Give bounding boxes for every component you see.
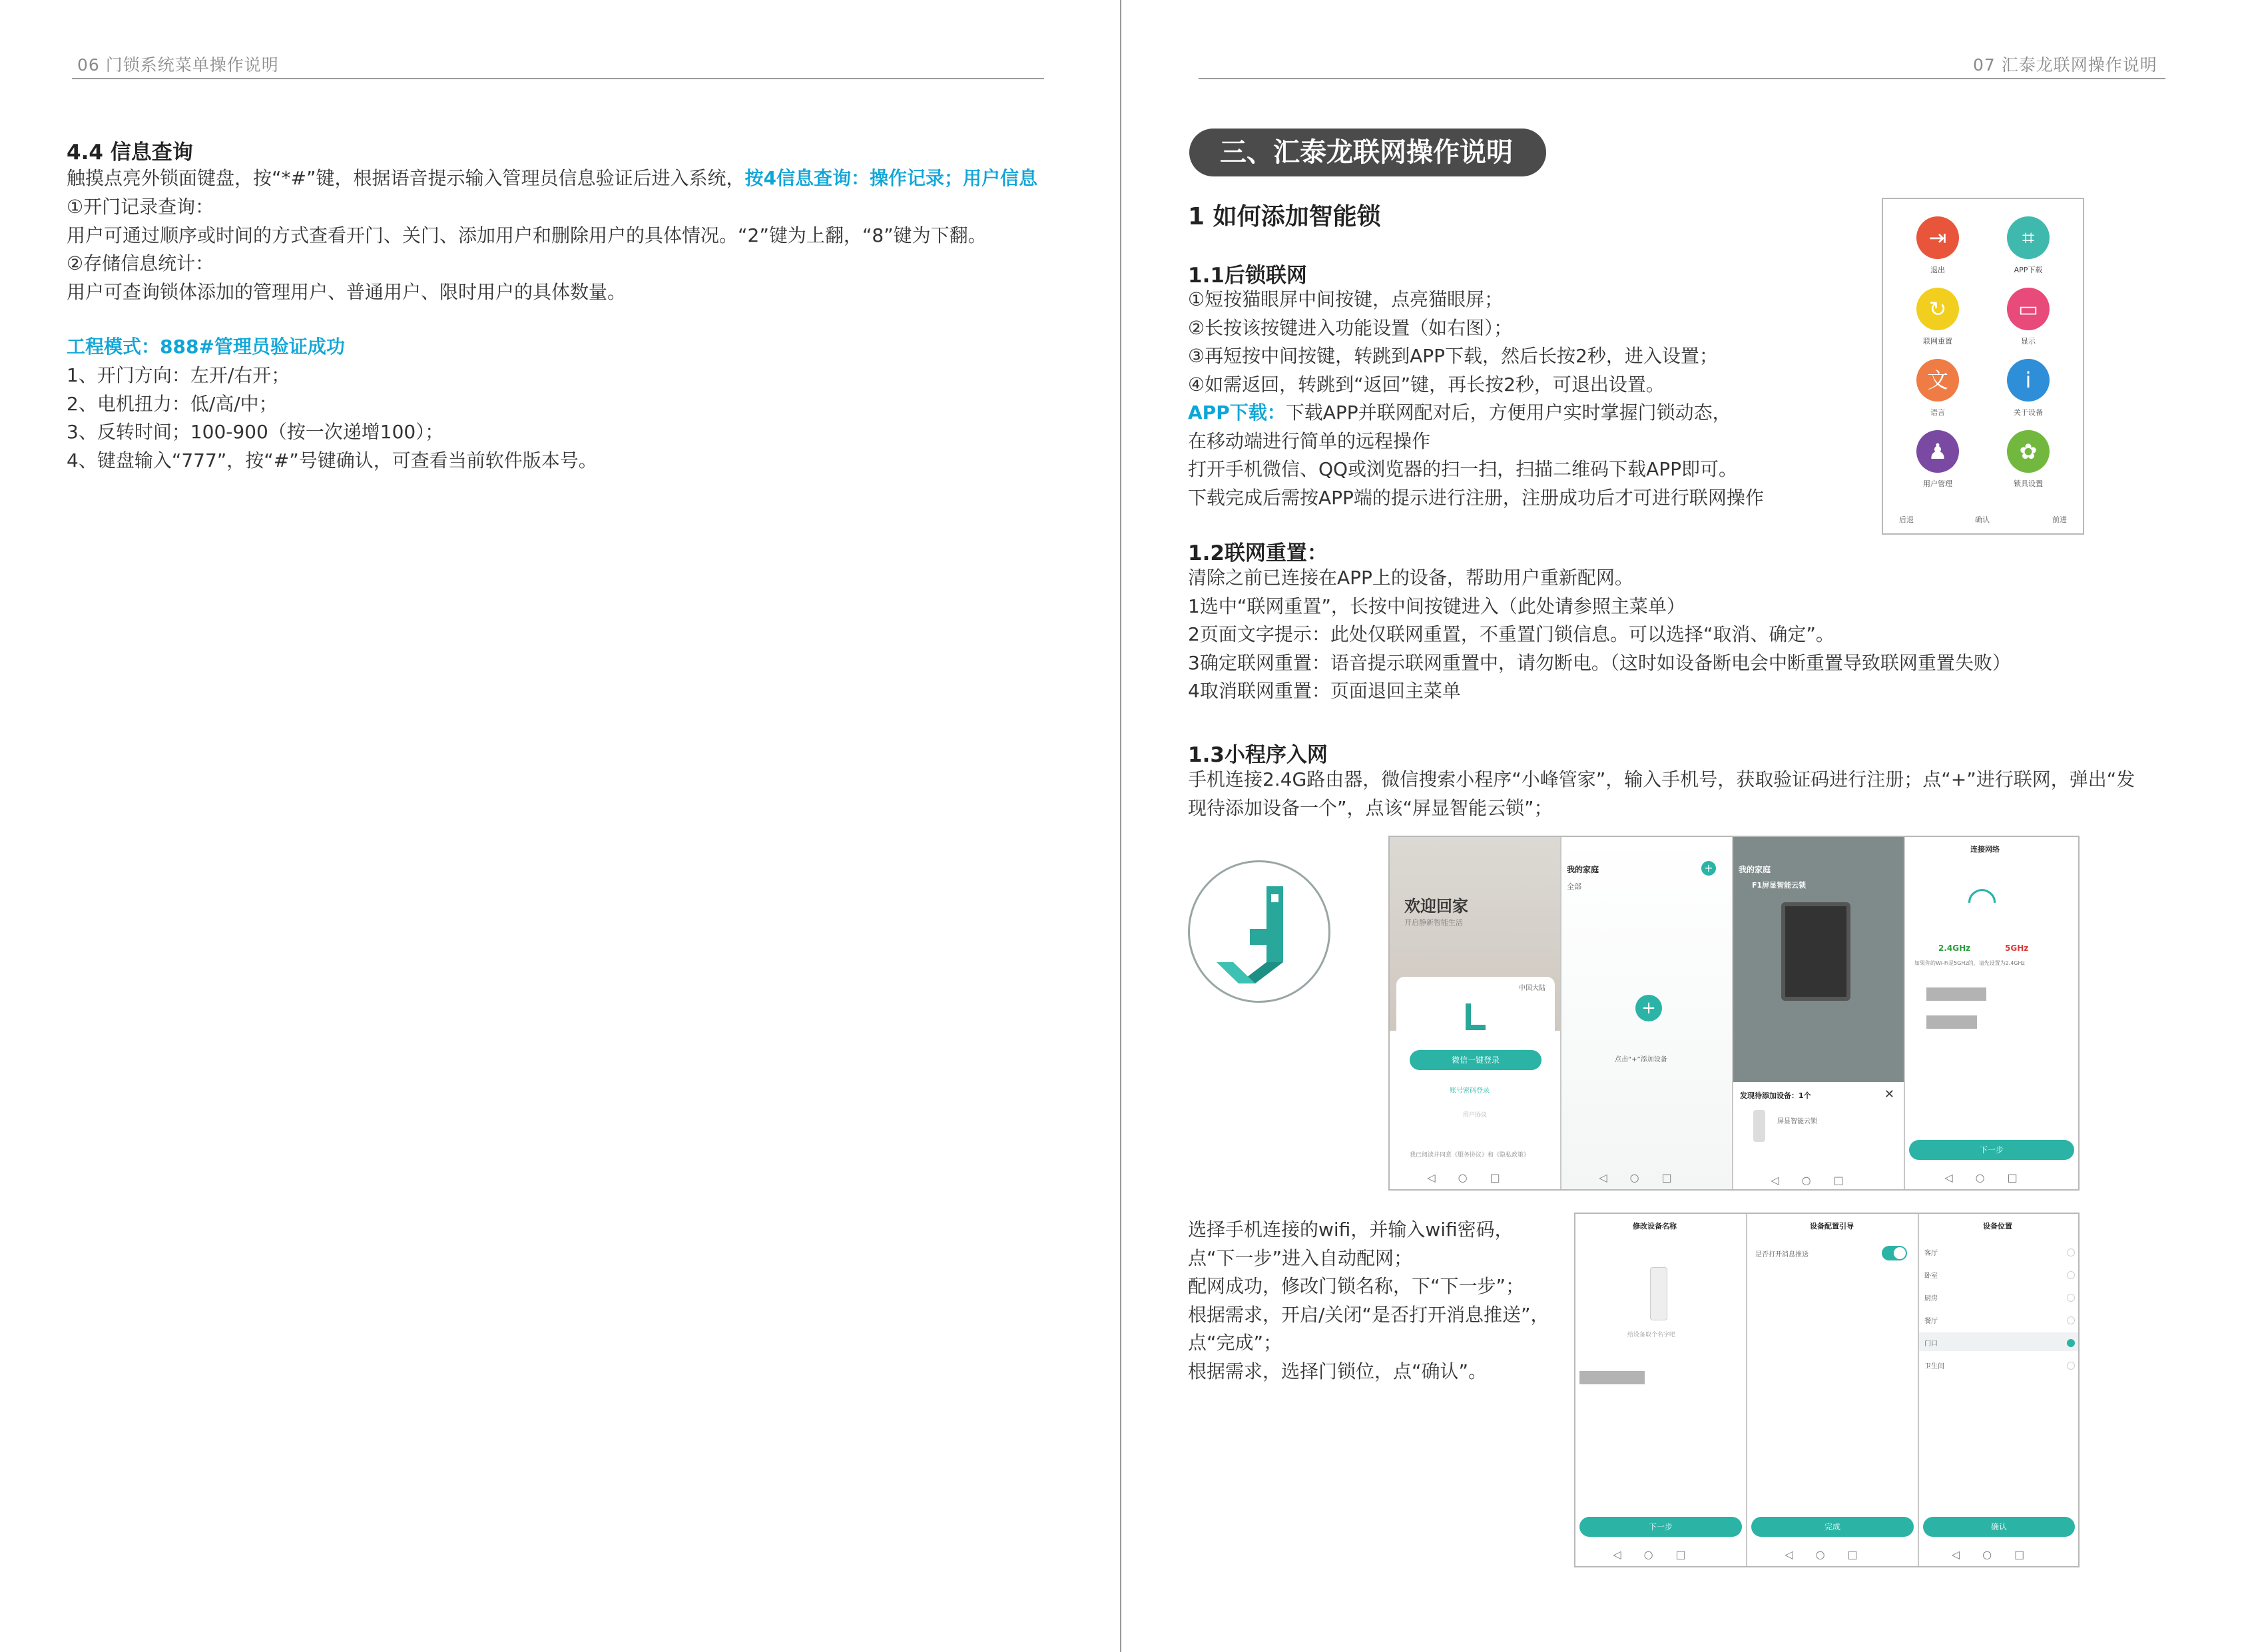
- user-management-icon: ♟: [1916, 430, 1959, 473]
- left-page: [0, 0, 1120, 1652]
- left-header: 06 门锁系统菜单操作说明: [77, 55, 279, 75]
- app-screens-row-1: [1388, 836, 2080, 1191]
- found-item[interactable]: 屏显智能云锁: [1777, 1118, 1817, 1125]
- location-radio[interactable]: [2067, 1316, 2075, 1324]
- engineering-line: 2、电机扭力：低/高/中；: [67, 392, 278, 415]
- step-line: ③再短按中间按键，转跳到APP下载，然后长按2秒，进入设置；: [1188, 345, 1718, 367]
- location-radio[interactable]: [2067, 1362, 2075, 1370]
- found-sheet: [1733, 1082, 1904, 1189]
- engineering-lines: [67, 362, 597, 475]
- location-item[interactable]: 卧室: [1924, 1272, 1938, 1280]
- location-item-selected[interactable]: 门口: [1924, 1340, 1938, 1348]
- found-title: 发现待添加设备：1个: [1740, 1091, 1811, 1100]
- location-item[interactable]: 卫生间: [1924, 1363, 1944, 1370]
- info-lines: [67, 193, 987, 306]
- app-download-text: 下载APP并联网配对后，方便用户实时掌握门锁动态，: [1285, 402, 1731, 423]
- found-device-screen: [1733, 837, 1905, 1189]
- info-line: 用户可查询锁体添加的管理用户、普通用户、限时用户的具体数量。: [67, 280, 627, 303]
- wifi-ssid-field[interactable]: [1926, 987, 1986, 1001]
- wifi-step-line: 根据需求，开启/关闭“是否打开消息推送”，: [1188, 1303, 1549, 1326]
- heading-1-2: 1.2联网重置：: [1188, 541, 1328, 565]
- wifi-steps-lines: [1188, 1216, 1549, 1386]
- rename-device-screen: [1575, 1214, 1747, 1566]
- lock-thumb: [1753, 1110, 1765, 1142]
- agreement-link[interactable]: 用户协议: [1463, 1112, 1488, 1119]
- done-button[interactable]: 完成: [1751, 1517, 1914, 1537]
- location-item[interactable]: 厨房: [1924, 1295, 1938, 1302]
- heading-add-lock: 1 如何添加智能锁: [1188, 203, 1381, 230]
- device-name-field[interactable]: [1579, 1371, 1645, 1384]
- section-title-4-4: 4.4 信息查询: [67, 140, 193, 164]
- band-5: 5GHz: [2005, 944, 2029, 953]
- wechat-login-button[interactable]: 微信一键登录: [1410, 1050, 1541, 1070]
- nav-bar: ◁○□: [1944, 1171, 2040, 1184]
- heading-1-3: 1.3小程序入网: [1188, 743, 1328, 767]
- info-line: ①开门记录查询：: [67, 196, 214, 218]
- reset-line: 1选中“联网重置”，长按中间按键进入（此处请参照主菜单）: [1188, 595, 1685, 617]
- step-line: ①短按猫眼屏中间按键，点亮猫眼屏；: [1188, 288, 1504, 310]
- section-1-1-lines: [1188, 286, 1764, 512]
- reset-line: 清除之前已连接在APP上的设备，帮助用户重新配网。: [1188, 567, 1633, 589]
- left-header-rule: [72, 78, 1044, 79]
- location-radio[interactable]: [2067, 1294, 2075, 1302]
- info-line: ②存储信息统计：: [67, 252, 214, 274]
- right-header-rule: [1199, 78, 2165, 79]
- location-radio[interactable]: [2067, 1271, 2075, 1279]
- check-icon[interactable]: [2067, 1339, 2075, 1347]
- language-icon: 文: [1916, 359, 1959, 402]
- brand-logo: [1188, 860, 1330, 1003]
- menu-confirm: 确认: [1975, 515, 1990, 524]
- wifi-step-line: 点“完成”；: [1188, 1332, 1282, 1354]
- lock-menu-screen: [1882, 198, 2084, 535]
- next-button[interactable]: 下一步: [1909, 1140, 2074, 1160]
- right-header: 07 汇泰龙联网操作说明: [1973, 55, 2157, 75]
- nav-bar: ◁○□: [1771, 1174, 1866, 1187]
- menu-label: 关于设备: [2014, 408, 2043, 417]
- nav-bar: ◁○□: [1613, 1548, 1709, 1561]
- nav-bar: ◁○□: [1951, 1548, 2048, 1561]
- display-icon: ▭: [2007, 288, 2050, 330]
- location-radio[interactable]: [2067, 1248, 2075, 1256]
- add-device-icon[interactable]: +: [1635, 995, 1662, 1021]
- welcome-title: 欢迎回家: [1404, 897, 1468, 916]
- reset-line: 2页面文字提示：此处仅联网重置，不重置门锁信息。可以选择“取消、确定”。: [1188, 623, 1834, 645]
- brand-logo-mark: [1190, 862, 1328, 1001]
- agree-checkbox-text[interactable]: 我已阅读并同意《服务协议》和《隐私政策》: [1410, 1152, 1530, 1159]
- device-name: F1屏显智能云锁: [1752, 881, 1807, 890]
- wifi-step-line: 配网成功，修改门锁名称，下“下一步”；: [1188, 1275, 1525, 1297]
- home-title-2: 我的家庭: [1739, 865, 1771, 874]
- wifi-step-line: 点“下一步”进入自动配网；: [1188, 1246, 1413, 1269]
- app-line: 在移动端进行简单的远程操作: [1188, 429, 1431, 452]
- menu-label: APP下载: [2014, 266, 2043, 274]
- wifi-step-line: 选择手机连接的wifi，并输入wifi密码，: [1188, 1219, 1514, 1240]
- menu-label: 语言: [1930, 408, 1945, 417]
- engineering-line: 4、键盘输入“777”，按“#”号键确认，可查看当前软件版本号。: [67, 449, 597, 471]
- location-title: 设备位置: [1983, 1222, 2012, 1231]
- rename-title: 修改设备名称: [1633, 1222, 1677, 1231]
- reset-line: 4取消联网重置：页面退回主菜单: [1188, 680, 1461, 702]
- menu-back: 后退: [1899, 515, 1914, 524]
- welcome-screen: [1390, 837, 1561, 1189]
- region-label[interactable]: 中国大陆: [1519, 985, 1545, 992]
- connect-network-screen: [1905, 837, 2080, 1189]
- menu-label: 退出: [1930, 266, 1945, 274]
- exit-icon: ⇥: [1916, 216, 1959, 259]
- next-button-2[interactable]: 下一步: [1579, 1517, 1742, 1537]
- login-card: [1396, 977, 1555, 1183]
- info-intro: [67, 164, 1037, 193]
- device-location-screen: [1919, 1214, 2080, 1566]
- home-screen: [1561, 837, 1733, 1189]
- push-toggle[interactable]: [1882, 1246, 1907, 1260]
- wifi-step-line: 根据需求，选择门锁位，点“确认”。: [1188, 1360, 1488, 1382]
- network-title: 连接网络: [1970, 845, 2000, 854]
- push-label: 是否打开消息推送: [1755, 1251, 1809, 1258]
- nav-bar: ◁○□: [1427, 1171, 1523, 1184]
- mini-program-line: 现待添加设备一个”，点该“屏显智能云锁”；: [1188, 796, 1553, 819]
- nav-bar: ◁○□: [1785, 1548, 1880, 1561]
- network-hint: 如果你的Wi-Fi是5GHz的，请先设置为2.4GHz: [1914, 960, 2025, 966]
- lock-device-image: [1781, 902, 1850, 1001]
- lock-settings-icon: ✿: [2007, 430, 2050, 473]
- section-1-3-lines: [1188, 766, 2135, 822]
- heading-1-1: 1.1后锁联网: [1188, 264, 1307, 288]
- section-1-2-lines: [1188, 564, 2011, 706]
- menu-label: 显示: [2021, 337, 2036, 346]
- app-download-line: [1188, 399, 1764, 427]
- home-title[interactable]: 我的家庭: [1567, 865, 1599, 874]
- menu-label: 锁具设置: [2014, 479, 2043, 488]
- menu-label: 用户管理: [1923, 479, 1952, 488]
- about-device-icon: i: [2007, 359, 2050, 402]
- app-logo-icon: [1466, 1003, 1486, 1030]
- location-item[interactable]: 客厅: [1924, 1250, 1938, 1257]
- engineering-mode-title: 工程模式：888#管理员验证成功: [67, 336, 345, 358]
- app-line: 下载完成后需按APP端的提示进行注册，注册成功后才可进行联网操作: [1188, 486, 1764, 509]
- app-download-label: APP下载：: [1188, 402, 1286, 423]
- app-download-icon: ⌗: [2007, 216, 2050, 259]
- confirm-button[interactable]: 确认: [1923, 1517, 2075, 1537]
- engineering-line: 3、反转时间；100-900（按一次递增100）；: [67, 421, 444, 443]
- wifi-icon: ◠: [1966, 879, 1998, 921]
- menu-forward: 前进: [2052, 515, 2067, 524]
- close-icon[interactable]: ✕: [1884, 1087, 1894, 1101]
- section-banner: 三、汇泰龙联网操作说明: [1189, 129, 1546, 176]
- reset-line: 3确定联网重置：语音提示联网重置中，请勿断电。（这时如设备断电会中断重置导致联网重置失败）: [1188, 651, 2011, 674]
- wifi-password-field[interactable]: [1926, 1015, 1977, 1029]
- welcome-subtitle: 开启静新智能生活: [1404, 918, 1463, 927]
- intro-highlight: 按4信息查询：操作记录；用户信息: [744, 167, 1037, 189]
- info-line: 用户可通过顺序或时间的方式查看开门、关门、添加用户和删除用户的具体情况。“2”键为上翻，“8”键为下翻。: [67, 224, 987, 246]
- selected-row: [1919, 1332, 2080, 1351]
- add-icon[interactable]: +: [1701, 861, 1716, 876]
- add-device-hint: 点击“+”添加设备: [1615, 1056, 1667, 1063]
- menu-label: 联网重置: [1923, 337, 1952, 346]
- location-item[interactable]: 餐厅: [1924, 1318, 1938, 1325]
- network-reset-icon: ↻: [1916, 288, 1959, 330]
- band-24: 2.4GHz: [1938, 944, 1971, 953]
- filter-all[interactable]: 全部: [1567, 882, 1581, 891]
- step-line: ④如需返回，转跳到“返回”键，再长按2秒，可退出设置。: [1188, 373, 1665, 396]
- rename-hint: 给设备取个名字吧: [1627, 1332, 1676, 1338]
- intro-text: 触摸点亮外锁面键盘，按“*#”键，根据语音提示输入管理员信息验证后进入系统，: [67, 167, 745, 189]
- lock-thumb: [1650, 1267, 1667, 1320]
- config-guide-screen: [1747, 1214, 1919, 1566]
- nav-bar: ◁○□: [1599, 1171, 1695, 1184]
- mini-program-line: 手机连接2.4G路由器，微信搜索小程序“小峰管家”，输入手机号，获取验证码进行注册；点“+”进行联网，弹出“发: [1188, 768, 2135, 790]
- app-line: 打开手机微信、QQ或浏览器的扫一扫，扫描二维码下载APP即可。: [1188, 458, 1738, 480]
- guide-title: 设备配置引导: [1810, 1222, 1854, 1231]
- app-screens-row-2: [1574, 1213, 2080, 1567]
- engineering-line: 1、开门方向：左开/右开；: [67, 364, 290, 386]
- step-line: ②长按该按键进入功能设置（如右图）；: [1188, 316, 1513, 339]
- phone-login-link[interactable]: 账号密码登录: [1450, 1087, 1490, 1095]
